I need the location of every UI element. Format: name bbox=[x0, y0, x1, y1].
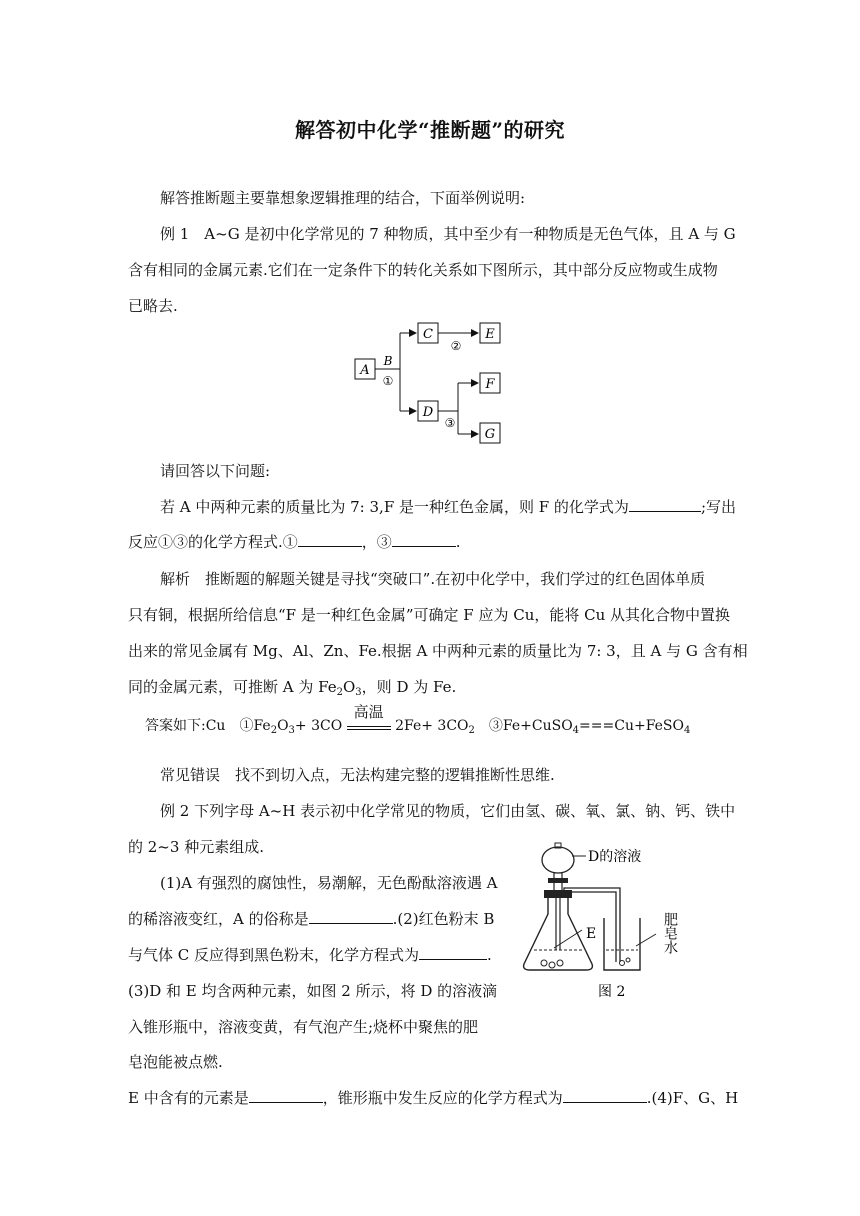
example1-line1: 例 1 A~G 是初中化学常见的 7 种物质，其中至少有一种物质是无色气体，且 A 与 G bbox=[160, 225, 736, 243]
answer-sub-2b: 2 bbox=[468, 725, 475, 736]
figure2-caption: 图 2 bbox=[598, 984, 626, 1000]
reagent-b-label: B bbox=[383, 354, 393, 368]
analysis-text-c: ，则 D 为 Fe. bbox=[361, 678, 457, 696]
answer-prefix: 答案如下:Cu ①Fe bbox=[145, 718, 271, 734]
answer-blank-equation-bc[interactable] bbox=[419, 945, 487, 960]
answer-sub-4b: 4 bbox=[684, 725, 691, 736]
example2-p6: 皂泡能被点燃. bbox=[128, 1053, 223, 1071]
answer-plus-co: + 3CO bbox=[294, 718, 343, 734]
question1-text-a: 若 A 中两种元素的质量比为 7: 3,F 是一种红色金属，则 F 的化学式为 bbox=[160, 498, 629, 516]
analysis-line2: 只有铜，根据所给信息“F 是一种红色金属”可确定 F 应为 Cu，能将 Cu 从其化合物中置换 bbox=[128, 606, 731, 624]
analysis-line1: 解析 推断题的解题关键是寻找“突破口”.在初中化学中，我们学过的红色固体单质 bbox=[160, 570, 706, 588]
conical-flask bbox=[524, 898, 593, 970]
funnel-bulb bbox=[542, 847, 574, 873]
answer-blank-flask-equation[interactable] bbox=[563, 1088, 647, 1103]
analysis-text-a: 同的金属元素，可推断 A 为 Fe bbox=[128, 678, 337, 696]
common-error: 常见错误 找不到切入点，无法构建完整的逻辑推断性思维. bbox=[160, 766, 555, 784]
reaction-condition-arrow bbox=[347, 703, 391, 736]
questions-header: 请回答以下问题: bbox=[160, 462, 271, 480]
example2-p1: (1)A 有强烈的腐蚀性，易潮解，无色酚酞溶液遇 A bbox=[160, 874, 498, 892]
question1-text-d: ，③ bbox=[361, 533, 392, 551]
transformation-diagram bbox=[350, 316, 510, 448]
figure2-apparatus bbox=[512, 838, 712, 1008]
answer-blank-eq3[interactable] bbox=[392, 532, 456, 547]
beaker bbox=[604, 918, 640, 970]
example2-p2-text-b: .(2)红色粉末 B bbox=[392, 910, 495, 928]
example2-p7-text-c: .(4)F、G、H bbox=[646, 1089, 739, 1107]
page-title: 解答初中化学“推断题”的研究 bbox=[294, 118, 565, 142]
analysis-line3: 出来的常见金属有 Mg、Al、Zn、Fe.根据 A 中两种元素的质量比为 7: 3，且 A 与 G 含有相 bbox=[128, 642, 748, 660]
reaction-2-mark: ② bbox=[450, 339, 462, 353]
box-c-label: C bbox=[423, 327, 433, 342]
figure2-label-soap: 肥皂水 bbox=[662, 912, 678, 954]
intro-paragraph: 解答推断题主要靠想象逻辑推理的结合，下面举例说明: bbox=[160, 189, 526, 207]
answer-products: 2Fe+ 3CO bbox=[395, 718, 469, 734]
answer-blank-f[interactable] bbox=[629, 497, 701, 512]
example1-line3: 已略去. bbox=[128, 297, 178, 315]
box-g-label: G bbox=[484, 427, 496, 442]
example2-p5: 入锥形瓶中，溶液变黄，有气泡产生;烧杯中聚焦的肥 bbox=[128, 1018, 479, 1036]
figure2-label-d: D的溶液 bbox=[588, 849, 642, 865]
example2-p7 bbox=[128, 1088, 738, 1108]
box-d-label: D bbox=[422, 405, 434, 420]
condition-label: 高温 bbox=[353, 703, 384, 721]
answer-o: O bbox=[277, 718, 289, 734]
reaction-1-mark: ① bbox=[382, 374, 394, 388]
box-a-label: A bbox=[360, 363, 370, 378]
analysis-text-b: O bbox=[342, 678, 356, 696]
answer-blank-eq1[interactable] bbox=[298, 532, 362, 547]
answer-eq3b: ===Cu+FeSO bbox=[579, 718, 684, 734]
example2-p7-text-a: E 中含有的元素是 bbox=[128, 1089, 249, 1107]
answer-blank-common-name[interactable] bbox=[309, 909, 393, 924]
example2-line1: 例 2 下列字母 A~H 表示初中化学常见的物质，它们由氢、碳、氧、氯、钠、钙、铁中 bbox=[160, 802, 736, 820]
example2-p4: (3)D 和 E 均含两种元素，如图 2 所示，将 D 的溶液滴 bbox=[128, 982, 498, 1000]
box-f-label: F bbox=[485, 377, 495, 392]
question1-line2 bbox=[128, 532, 738, 552]
reaction-3-mark: ③ bbox=[444, 416, 456, 430]
question1-line1 bbox=[160, 497, 770, 517]
question1-text-e: . bbox=[455, 533, 461, 551]
example2-p2-text-a: 的稀溶液变红，A 的俗称是 bbox=[128, 910, 309, 928]
box-e-label: E bbox=[485, 327, 495, 342]
analysis-line4: 同的金属元素，可推断 A 为 $Fe_2O_3$，则 D 为 Fe. bbox=[128, 678, 457, 698]
answer-eq3: ③Fe+CuSO bbox=[474, 718, 573, 734]
answer-line bbox=[145, 703, 755, 741]
question1-text-c: 反应①③的化学方程式.① bbox=[128, 533, 298, 551]
example2-p3-text-a: 与气体 C 反应得到黑色粉末，化学方程式为 bbox=[128, 946, 420, 964]
answer-sub-3: 3 bbox=[288, 725, 295, 736]
answer-sub-2: 2 bbox=[270, 725, 278, 736]
answer-blank-elements[interactable] bbox=[249, 1088, 323, 1103]
answer-sub-4: 4 bbox=[572, 725, 580, 736]
example2-p3-text-b: . bbox=[487, 946, 492, 964]
example1-line2: 含有相同的金属元素.它们在一定条件下的转化关系如下图所示，其中部分反应物或生成物 bbox=[128, 261, 718, 279]
figure2-label-e: E bbox=[586, 926, 597, 942]
question1-text-b: ;写出 bbox=[700, 498, 736, 516]
example2-p7-text-b: ，锥形瓶中发生反应的化学方程式为 bbox=[322, 1089, 563, 1107]
example2-line2: 的 2~3 种元素组成. bbox=[128, 838, 264, 856]
